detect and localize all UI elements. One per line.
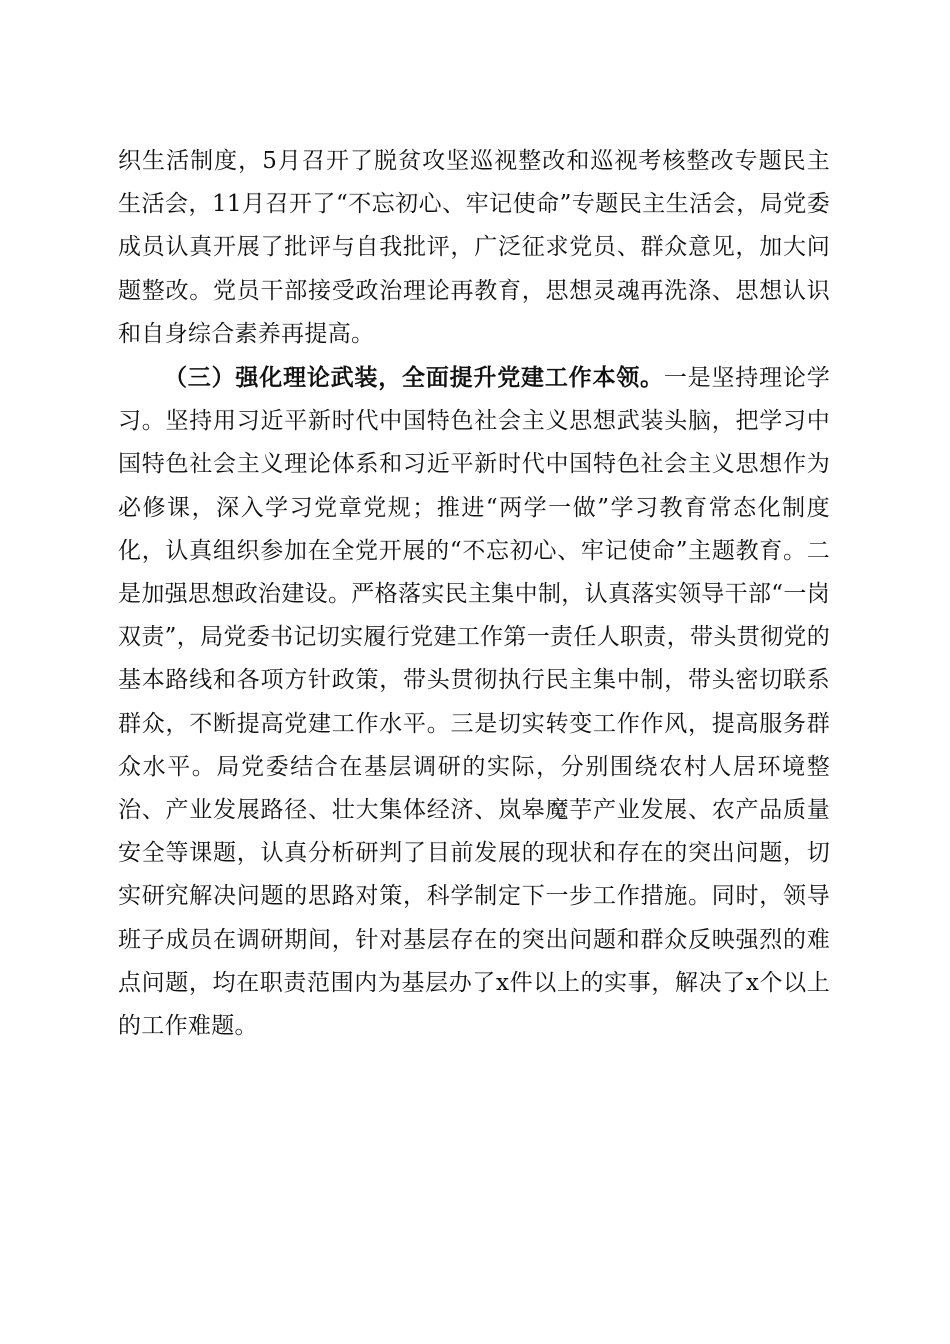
document-body <box>118 140 830 1048</box>
paragraph-text: 一是坚持理论学习。坚持用习近平新时代中国特色社会主义思想武装头脑，把学习中国特色社会主义理论体系和习近平新时代中国特色社会主义思想作为必修课，深入学习党章党规；推进“两学一做”学习教育常态化制度化，认真组织参加在全党开展的“不忘初心、牢记使命”主题教育。二是加强思想政治建设。严格落实民主集中制，认真落实领导干部“一岗双责”，局党委书记切实履行党建工作第一责任人职责，带头贯彻党的基本路线和各项方针政策，带头贯彻执行民主集中制，带头密切联系群众，不断提高党建工作水平。三是切实转变工作作风，提高服务群众水平。局党委结合在基层调研的实际，分别围绕农村人居环境整治、产业发展路径、壮大集体经济、岚皋魔芋产业发展、农产品质量安全等课题，认真分析研判了目前发展的现状和存在的突出问题，切实研究解决问题的思路对策，科学制定下一步工作措施。同时，领导班子成员在调研期间，针对基层存在的突出问题和群众反映强烈的难点问题，均在职责范围内为基层办了x件以上的实事，解决了x个以上的工作难题。 <box>118 365 830 1040</box>
paragraph-theory-armament <box>118 356 830 1048</box>
section-heading: （三）强化理论武装，全面提升党建工作本领。 <box>164 364 664 392</box>
paragraph-text: 织生活制度，5月召开了脱贫攻坚巡视整改和巡视考核整改专题民主生活会，11月召开了“不忘初心、牢记使命”专题民主生活会，局党委成员认真开展了批评与自我批评，广泛征求党员、群众意见，加大问题整改。党员干部接受政治理论再教育，思想灵魂再洗涤、思想认识和自身综合素养再提高。 <box>118 148 830 347</box>
paragraph-organization-life <box>118 140 830 356</box>
